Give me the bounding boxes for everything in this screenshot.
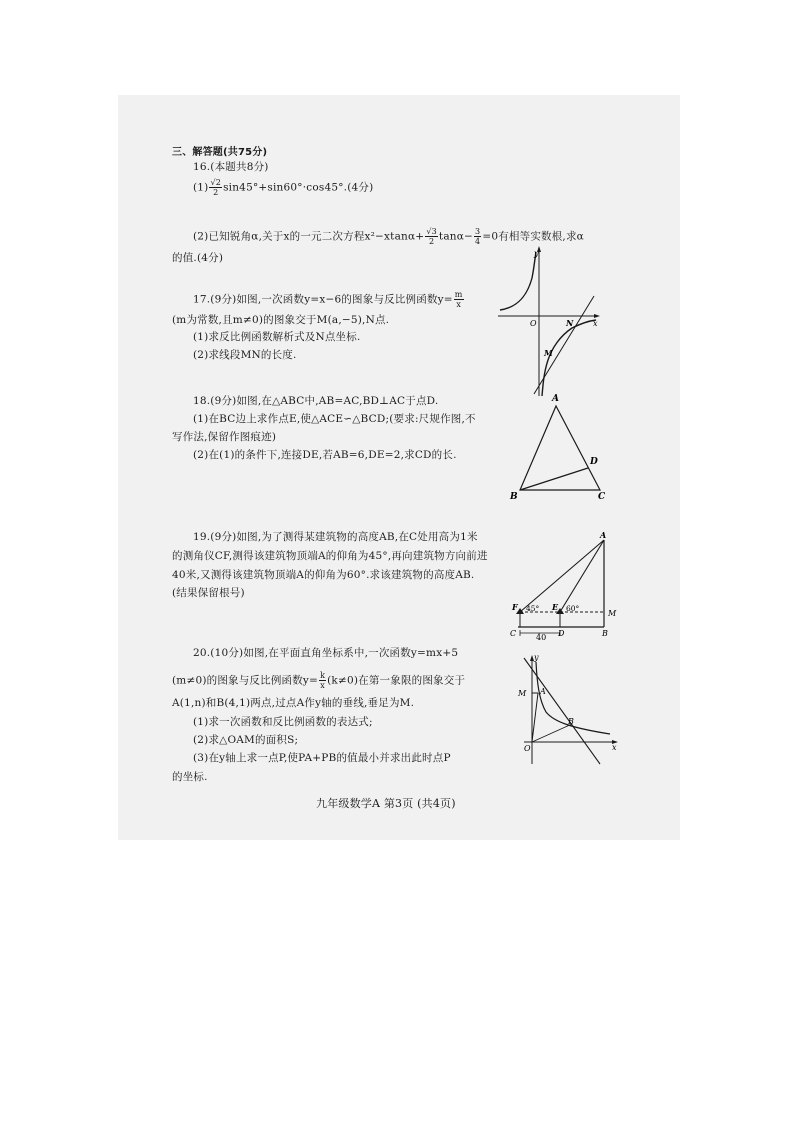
- q18-label-a: A: [552, 394, 559, 404]
- q17-label-o: O: [530, 319, 537, 328]
- q17-label-y: y: [534, 249, 539, 258]
- q18-label-d: D: [590, 457, 598, 467]
- q17-figure: [494, 244, 604, 400]
- q17-hyperbola-branch-2: [542, 320, 596, 396]
- q17-label-n: N: [566, 318, 574, 328]
- q18-line4: (2)在(1)的条件下,连接DE,若AB=6,DE=2,求CD的长.: [193, 449, 457, 461]
- q19-sightline-ea: [560, 540, 604, 612]
- q20-label-o: O: [524, 744, 531, 753]
- q19-label-a: A: [600, 530, 607, 540]
- q16-part2: (2)已知锐角α,关于x的一元二次方程x²−xtanα+ $\frac{√3}{2}$ tanα− $\frac{3}{4}$ =0有相等实数根,求α: [193, 227, 584, 246]
- q17-line2: (m为常数,且m≠0)的图象交于M(a,−5),N点.: [172, 314, 390, 326]
- q20-line5: (2)求△OAM的面积S;: [193, 734, 299, 746]
- q19-label-b: B: [602, 629, 608, 638]
- q19-label-f: F: [512, 602, 518, 612]
- q17-line1: 17.(9分)如图,一次函数y=x−6的图象与反比例函数y= $\frac{m}{x}$: [193, 290, 463, 309]
- q19-figure: [508, 530, 620, 642]
- q20-figure: [512, 652, 622, 768]
- q17-label-m: M: [544, 348, 553, 358]
- q18-line2: (1)在BC边上求作点E,使△ACE∽△BCD;(要求:尺规作图,不: [193, 413, 476, 425]
- section-title: 三、解答题(共75分): [172, 147, 268, 158]
- q20-label-a: A: [540, 687, 546, 696]
- q17-x-arrow-icon: [594, 314, 600, 318]
- q20-line2: (m≠0)的图象与反比例函数y= $\frac{k}{x}$ (k≠0)在第一象限的图象交于: [172, 671, 466, 690]
- q20-line4: (1)求一次函数和反比例函数的表达式;: [193, 716, 373, 728]
- q20-segment-oa: [532, 693, 538, 742]
- q17-hyperbola-branch-1: [500, 252, 536, 310]
- q20-label-y: y: [534, 653, 539, 662]
- q19-sightline-fa: [520, 540, 604, 612]
- q20-segment-ob: [532, 724, 572, 742]
- q17-line-graph: [534, 296, 594, 394]
- q19-label-d: D: [558, 629, 565, 638]
- q19-label-m: M: [608, 609, 617, 618]
- q18-line1: 18.(9分)如图,在△ABC中,AB=AC,BD⊥AC于点D.: [193, 395, 439, 407]
- q17-label-x: x: [593, 319, 598, 328]
- q18-figure: [506, 390, 616, 504]
- q16-part2-line2: 的值.(4分): [172, 252, 224, 264]
- q19-label-e: E: [552, 602, 559, 612]
- q20-line3: A(1,n)和B(4,1)两点,过点A作y轴的垂线,垂足为M.: [172, 697, 415, 709]
- q17-line3: (1)求反比例函数解析式及N点坐标.: [193, 331, 361, 343]
- q20-line1: 20.(10分)如图,在平面直角坐标系中,一次函数y=mx+5: [193, 647, 459, 659]
- q19-label-c: C: [510, 629, 517, 638]
- q20-label-b: B: [568, 717, 574, 726]
- q19-line4: (结果保留根号): [172, 587, 245, 599]
- q19-label-40: 40: [536, 633, 547, 642]
- q17-line4: (2)求线段MN的长度.: [193, 349, 297, 361]
- q20-line6: (3)在y轴上求一点P,使PA+PB的值最小并求出此时点P: [193, 752, 451, 764]
- page-footer: 九年级数学A 第3页 (共4页): [316, 797, 456, 810]
- q16-header: 16.(本题共8分): [193, 161, 269, 173]
- q18-label-c: C: [598, 492, 606, 502]
- q19-line1: 19.(9分)如图,为了测得某建筑物的高度AB,在C处用高为1米: [193, 531, 478, 543]
- q20-line7: 的坐标.: [172, 771, 208, 783]
- q16-part1: (1) $\frac{√2}{2}$ sin45°+sin60°·cos45°.(4分): [193, 178, 374, 197]
- q19-line3: 40米,又测得该建筑物顶端A的仰角为60°.求该建筑物的高度AB.: [172, 569, 475, 581]
- q18-line3: 写作法,保留作图痕迹): [172, 431, 277, 443]
- q18-label-b: B: [510, 492, 518, 502]
- q18-segment-bd: [520, 468, 588, 490]
- q19-line2: 的测角仪CF,测得该建筑物顶端A的仰角为45°,再向建筑物方向前进: [172, 550, 488, 562]
- q20-label-m: M: [518, 689, 527, 698]
- q19-angle-60: 60°: [566, 604, 580, 613]
- q20-label-x: x: [612, 743, 617, 752]
- q19-angle-45: 45°: [526, 604, 540, 613]
